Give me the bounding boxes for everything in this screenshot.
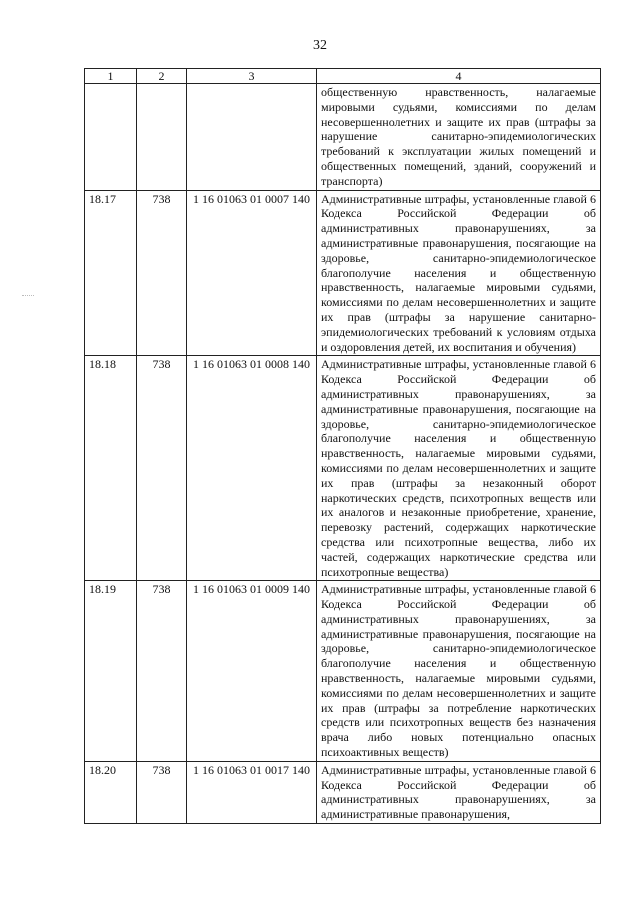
table-header-row [85,69,601,84]
fine-description: Административные штрафы, установленные главой 6 Кодекса Российской Федерации об административных правонарушениях, за административные правонарушения, посягающие на здоровье, санитарно-эпидемиологическое благополучие населения и общественную нравственность, налагаемые мировыми судьями, комиссиями по делам несовершеннолетних и защите их прав (штрафы за нарушение санитарно-эпидемиологических требований к условиям отдыха и оздоровления детей, их воспитания и обучения) [317,190,601,356]
admin-code: 738 [137,581,187,762]
table-row [85,190,601,356]
row-number: 18.19 [85,581,137,762]
fine-description: общественную нравственность, налагаемые мировыми судьями, комиссиями по делам несовершеннолетних и защите их прав (штрафы за нарушение санитарно-эпидемиологических требований к эксплуатации жилых помещений и общественных помещений, зданий, сооружений и транспорта) [317,84,601,191]
admin-code: 738 [137,190,187,356]
budget-code [187,84,317,191]
table-row [85,581,601,762]
margin-mark [22,295,34,297]
admin-code [137,84,187,191]
budget-code: 1 16 01063 01 0008 140 [187,356,317,581]
header-cell-2: 2 [137,69,187,84]
admin-code: 738 [137,356,187,581]
table-row [85,84,601,191]
budget-code: 1 16 01063 01 0009 140 [187,581,317,762]
fine-description: Административные штрафы, установленные главой 6 Кодекса Российской Федерации об административных правонарушениях, за административные правонарушения, посягающие на здоровье, санитарно-эпидемиологическое благополучие населения и общественную нравственность, налагаемые мировыми судьями, комиссиями по делам несовершеннолетних и защите их прав (штрафы за незаконный оборот наркотических средств, психотропных веществ или их аналогов и незаконные приобретение, хранение, перевозку растений, содержащих наркотические средства или психотропные вещества, либо их частей, содержащих наркотические средства или психотропные вещества) [317,356,601,581]
row-number [85,84,137,191]
header-cell-1: 1 [85,69,137,84]
row-number: 18.20 [85,761,137,823]
page-number: 32 [313,38,327,53]
table-row [85,761,601,823]
fine-description: Административные штрафы, установленные главой 6 Кодекса Российской Федерации об административных правонарушениях, за административные правонарушения, [317,761,601,823]
admin-code: 738 [137,761,187,823]
header-cell-4: 4 [317,69,601,84]
fine-description: Административные штрафы, установленные главой 6 Кодекса Российской Федерации об административных правонарушениях, за административные правонарушения, посягающие на здоровье, санитарно-эпидемиологическое благополучие населения и общественную нравственность, налагаемые мировыми судьями, комиссиями по делам несовершеннолетних и защите их прав (штрафы за потребление наркотических средств или психотропных веществ без назначения врача либо новых потенциально опасных психоактивных веществ) [317,581,601,762]
row-number: 18.18 [85,356,137,581]
fines-table [84,68,601,824]
budget-code: 1 16 01063 01 0017 140 [187,761,317,823]
table-row [85,356,601,581]
budget-code: 1 16 01063 01 0007 140 [187,190,317,356]
header-cell-3: 3 [187,69,317,84]
row-number: 18.17 [85,190,137,356]
